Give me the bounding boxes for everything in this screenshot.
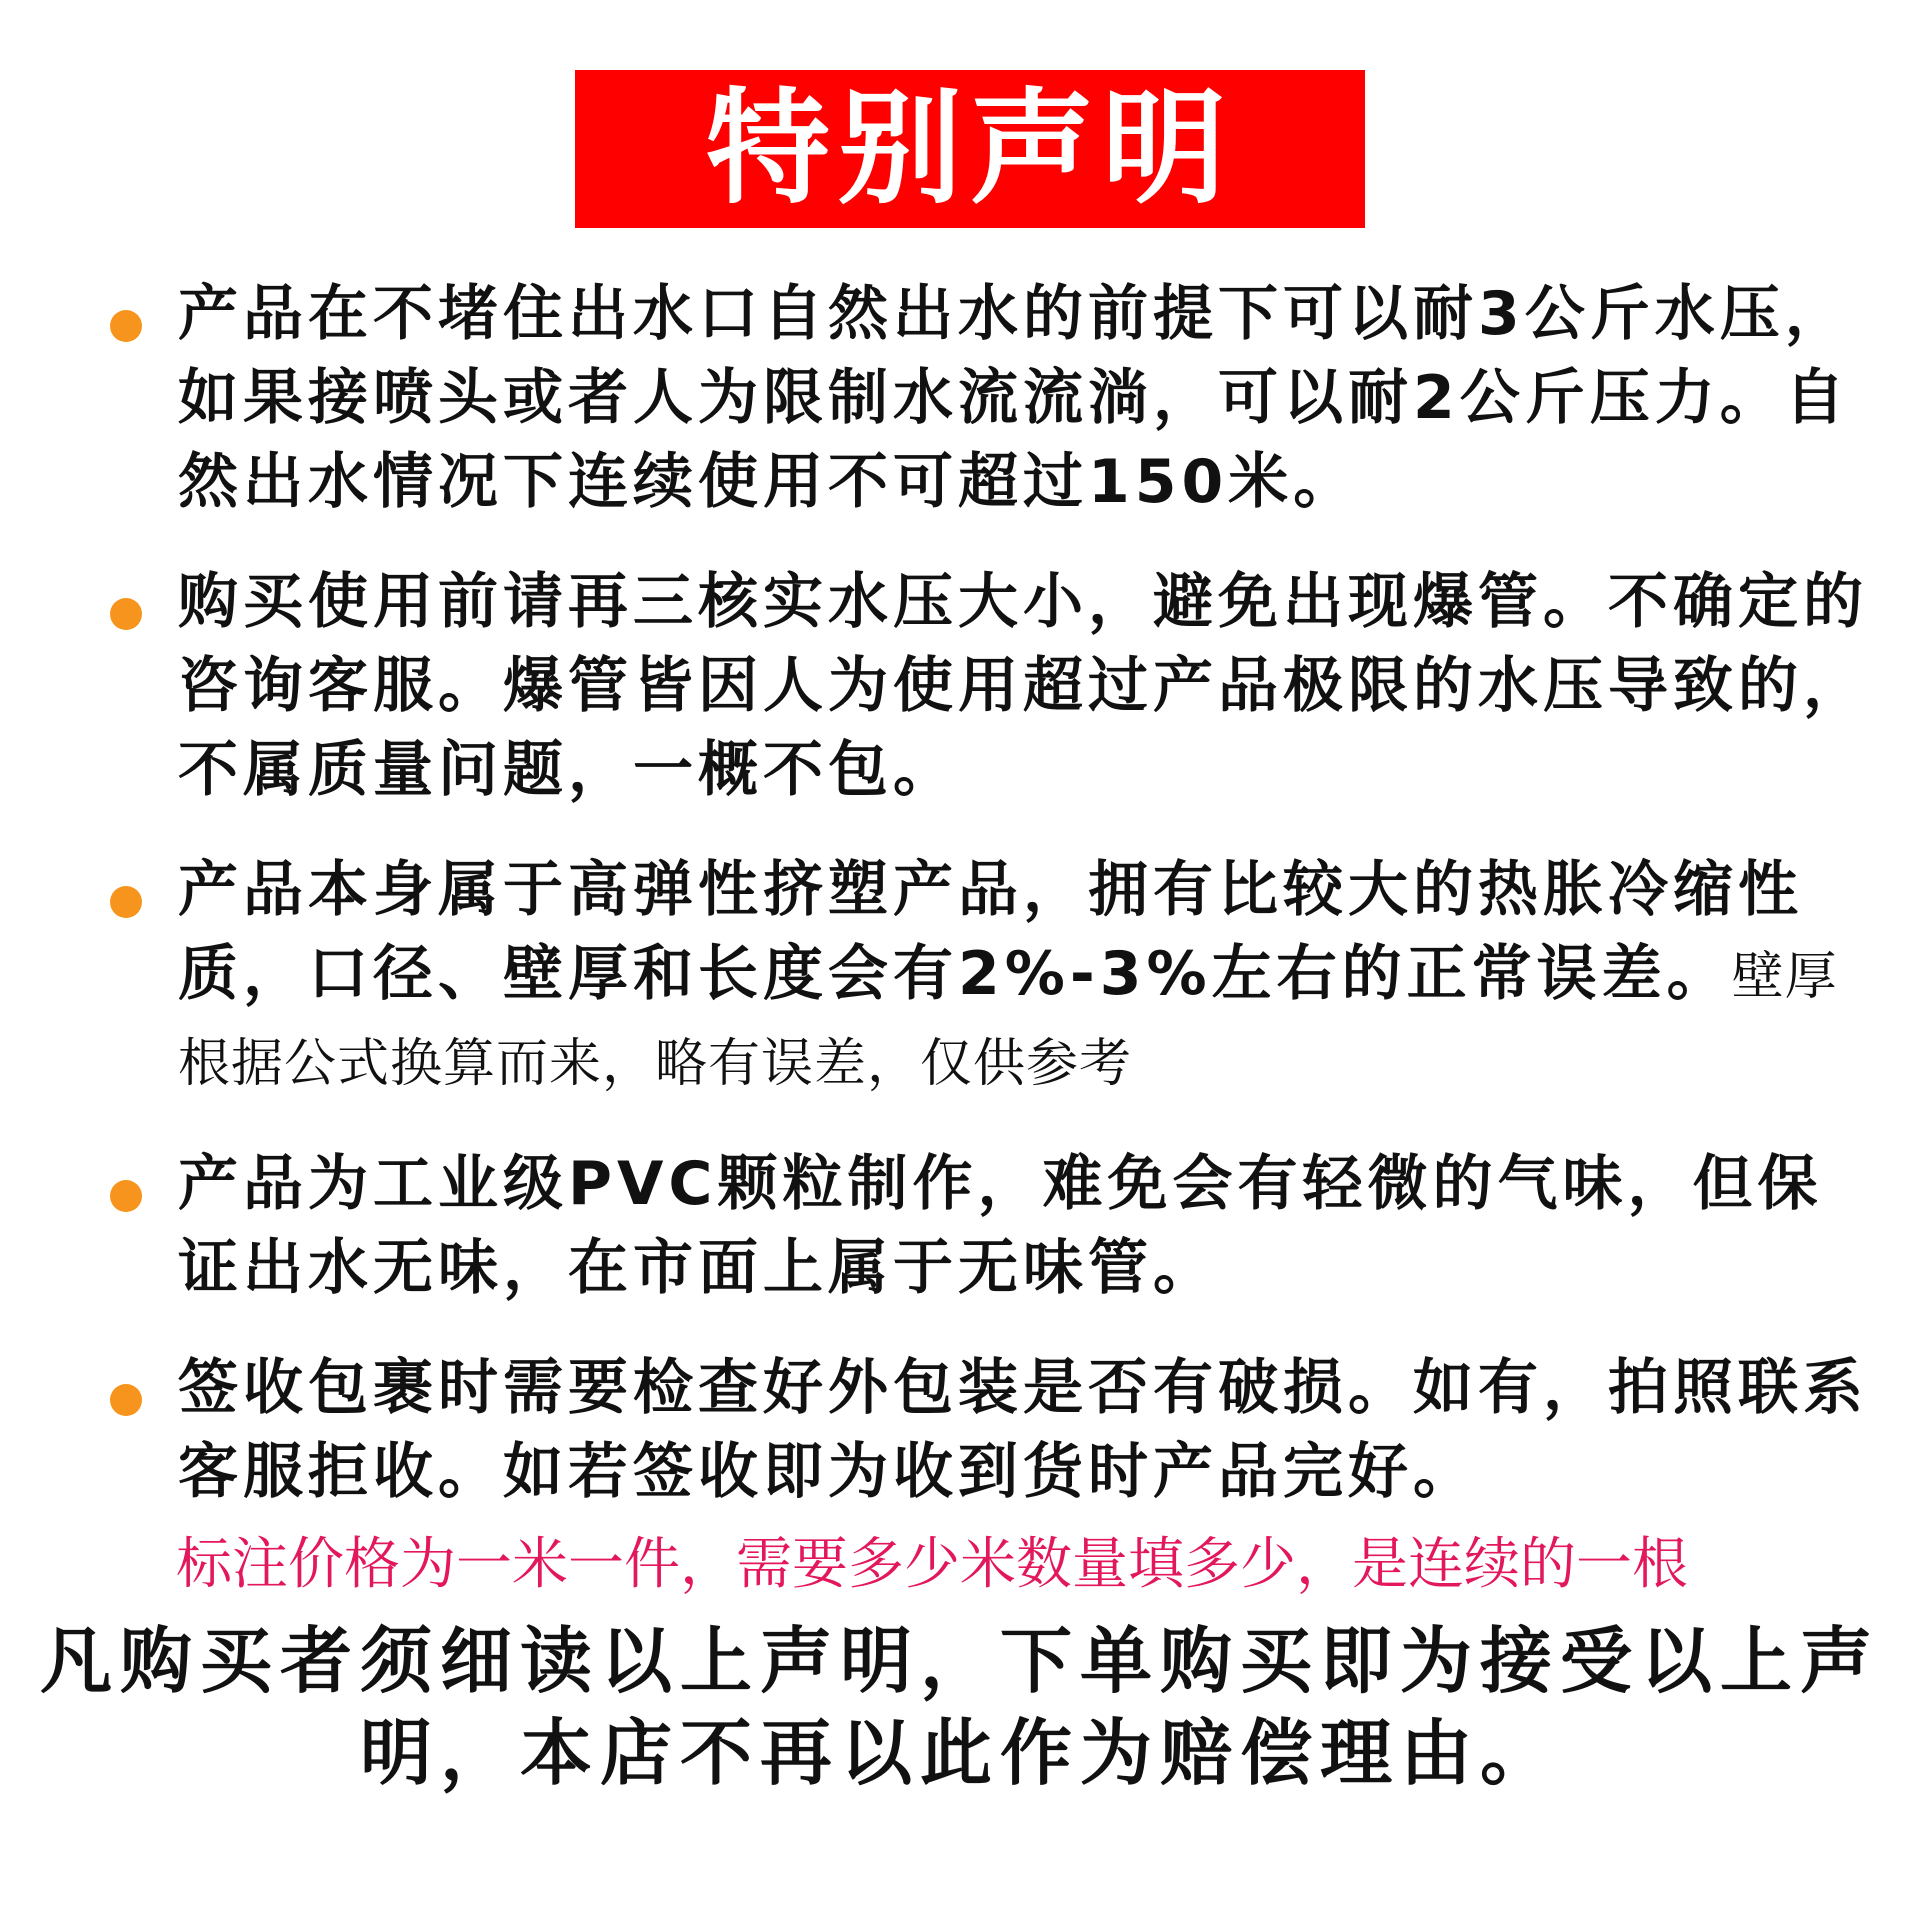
price-note: 标注价格为一米一件，需要多少米数量填多少，是连续的一根 [176, 1532, 1688, 1597]
notice-text: 产品在不堵住出水口自然出水的前提下可以耐3公斤水压，如果接喷头或者人为限制水流流淌，可以耐2公斤压力。自然出水情况下连续使用不可超过150米。 [178, 279, 1850, 517]
notice-item-5 [100, 1346, 1880, 1514]
orange-dot-icon [110, 598, 142, 630]
notice-list [100, 272, 1880, 1550]
final-statement: 凡购买者须细读以上声明，下单购买即为接受以上声明，本店不再以此作为赔偿理由。 [39, 1619, 1880, 1795]
page-title: 特别声明 [705, 77, 1234, 221]
orange-dot-icon [110, 886, 142, 918]
notice-text: 签收包裹时需要检查好外包装是否有破损。如有，拍照联系客服拒收。如若签收即为收到货时产品完好。 [178, 1353, 1868, 1507]
notice-text-small: 壁厚根据公式换算而来，略有误差，仅供参考 [178, 947, 1838, 1094]
title-banner [575, 70, 1365, 228]
orange-dot-icon [110, 1180, 142, 1212]
notice-text-container [178, 848, 1878, 1106]
notice-text: 产品为工业级PVC颗粒制作，难免会有轻微的气味，但保证出水无味，在市面上属于无味管。 [178, 1149, 1823, 1303]
notice-text: 购买使用前请再三核实水压大小，避免出现爆管。不确定的咨询客服。爆管皆因人为使用超过产品极限的水压导致的，不属质量问题，一概不包。 [178, 567, 1868, 805]
notice-item-4 [100, 1142, 1880, 1310]
orange-dot-icon [110, 1384, 142, 1416]
notice-item-3 [100, 848, 1880, 1106]
notice-text: 产品本身属于高弹性挤塑产品，拥有比较大的热胀冷缩性质，口径、壁厚和长度会有2%-3%左右的正常误差。 [178, 855, 1803, 1009]
orange-dot-icon [110, 310, 142, 342]
notice-item-1 [100, 272, 1880, 524]
notice-item-2 [100, 560, 1880, 812]
